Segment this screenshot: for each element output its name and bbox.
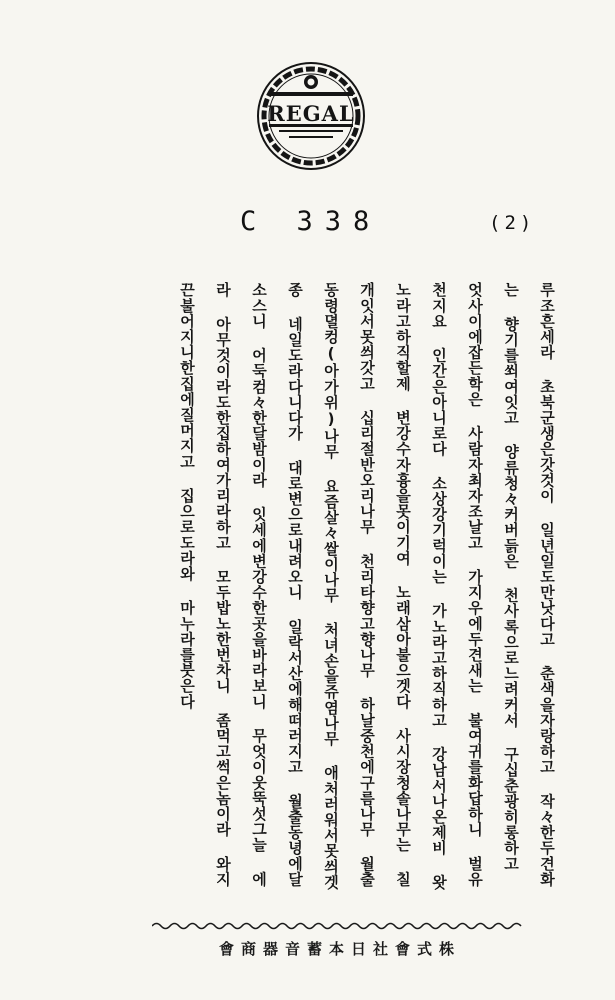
lyric-column: 는 향기를쐬여잇고 양류청々커버듥은 천사록으로느려커서 구십춘광히롱하고: [502, 282, 520, 872]
lyric-column: 라 아무것이라도한집하여가리라하고 모두밥노한번차니 좀먹고썩은놈이라 와지: [214, 282, 232, 887]
lyric-column: 소스니 어둑컴々한달밤이라 잇세에변강수한곳을바라보니 무엇이웃뚝섯그늘 에: [250, 282, 268, 887]
regal-logo: [255, 60, 367, 172]
lyric-column: 엇사이에잡든학은 사람자최자조날고 가지우에두견새는 불여귀를화답하니 벌유: [466, 282, 484, 887]
side-number: (2): [489, 212, 536, 234]
catalog-number: C 338: [240, 206, 382, 237]
lyric-column: 개잇서못씌갓고 십리절반오리나무 천리타향고향나무 하날중천에구름나무 월출: [358, 282, 376, 887]
lyric-column: 동령뎔컹(아가위)나무 요즘살々쌀이나무 처녀손을쥬염나무 애처러워서못씌겟: [322, 282, 340, 890]
lyric-column: 노라고하직할제 변강수자흉을못이기여 노래삼아불으겟다 사시장청솔나무는 칠: [394, 282, 412, 887]
lyric-column: 종 네일도라다니다가 대로변으로내려오니 일락서산에해떠러지고 월출동녕에달: [286, 282, 304, 887]
wavy-divider: [152, 921, 524, 931]
lyric-column: 끈불어지니한집에질머지고 집으로도라와 마누라를붓은다: [178, 282, 196, 710]
publisher-footer: 株式會社日本蓄音器商會: [218, 940, 461, 958]
lyric-column: 천지요 인간은아니로다 소상강기럭이는 가노라고하직하고 강남서나온제비 왓: [430, 282, 448, 890]
lyric-column: 루조흔세라 초북군생은갓것이 일년일도만낫다고 춘색을자랑하고 작々한두견화: [538, 282, 556, 887]
logo-wordmark: REGAL: [267, 101, 355, 126]
